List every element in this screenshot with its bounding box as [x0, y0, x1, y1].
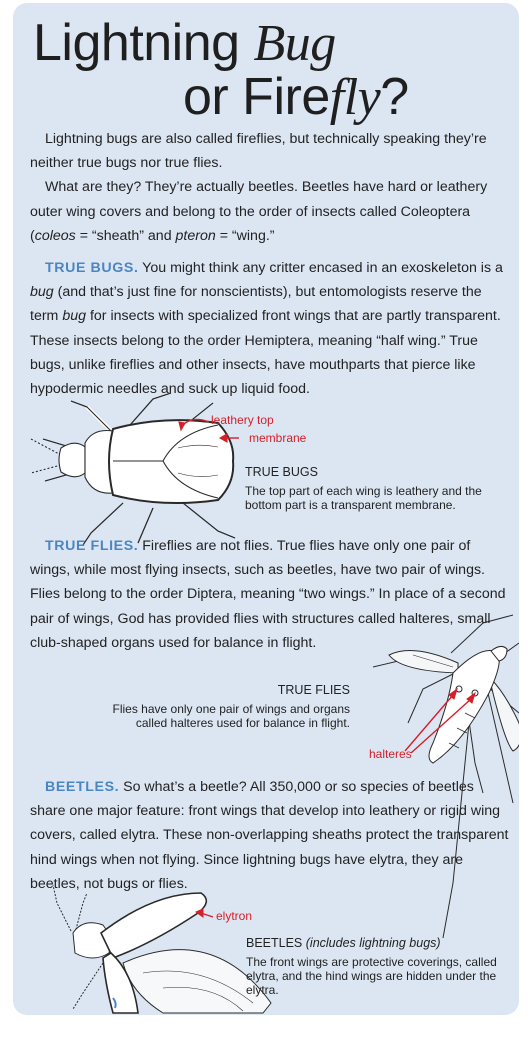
- beetles-caption: [246, 936, 508, 997]
- text: You might think any critter encased in an exoskeleton is a: [138, 260, 503, 276]
- label-elytron: elytron: [216, 909, 253, 923]
- text: (and that’s just fine for nonscientists), but entomologists reserve the term: [30, 284, 482, 325]
- caption-text: The top part of each wing is leathery and the bottom part is a transparent membrane.: [245, 484, 482, 512]
- title-text: or Fire: [183, 68, 330, 126]
- text: Fireflies are not flies. True flies have only one pair of wings, while most flying insects, such as beetles, have two pair of wings. Flies belong to the order Diptera, meaning “two wings.” In place of a second pair of wings, God has provided flies with structures called halteres, small club-shaped organs used for balance in flight.: [30, 538, 506, 651]
- title-italic: fly: [329, 69, 381, 126]
- text: for insects with specialized front wings that are partly transparent. These insects belong to the order Hemiptera, meaning “half wing.” True bugs, unlike fireflies and other insects, have mouthparts that pierce like hypodermic needles and suck up liquid food.: [30, 308, 501, 398]
- text: coleos: [34, 227, 76, 244]
- text: bug: [62, 308, 86, 325]
- title-text: Lightning: [33, 14, 254, 72]
- section-heading: TRUE BUGS.: [45, 260, 139, 276]
- title-italic: Bug: [253, 15, 336, 72]
- label-halteres: halteres: [369, 747, 412, 761]
- caption-text: The front wings are protective coverings, called elytra, and the hind wings are hidden under the elytra.: [246, 955, 497, 997]
- caption-title: TRUE BUGS: [245, 465, 318, 479]
- text: pteron: [175, 227, 216, 244]
- caption-text: Flies have only one pair of wings and organs called halteres used for balance in flight.: [112, 702, 350, 730]
- caption-title: [246, 936, 508, 950]
- text: = “wing.”: [215, 227, 275, 244]
- caption-title-text: BEETLES: [246, 936, 306, 950]
- text: bug: [30, 284, 54, 301]
- caption-title: TRUE FLIES: [277, 683, 350, 697]
- section-heading: BEETLES.: [45, 779, 120, 795]
- title-text: ?: [380, 68, 409, 126]
- text: So what’s a beetle? All 350,000 or so species of beetles share one major feature: front wings that develop into leathery or rigid wing covers, called elytra. These non-overlapping sheaths protect the transparent hind wings when not flying. Since lightning bugs have elytra, they are beetles, not bugs or flies.: [30, 779, 509, 892]
- intro-paragraph-1: Lightning bugs are also called fireflies, but technically speaking they’re neither true bugs nor true flies.: [30, 131, 487, 172]
- text: What are they? They’re actually beetles. Beetles have hard or leathery outer wing covers and belong to the order of insects called Coleoptera (: [30, 179, 488, 244]
- article-card: [13, 3, 519, 1015]
- label-leathery-top: leathery top: [211, 413, 274, 427]
- section-heading: TRUE FLIES.: [45, 538, 139, 554]
- text: = “sheath” and: [75, 227, 176, 244]
- label-membrane: membrane: [249, 431, 307, 445]
- caption-title-note: (includes lightning bugs): [305, 936, 441, 950]
- beetle-illustration: [13, 3, 519, 1015]
